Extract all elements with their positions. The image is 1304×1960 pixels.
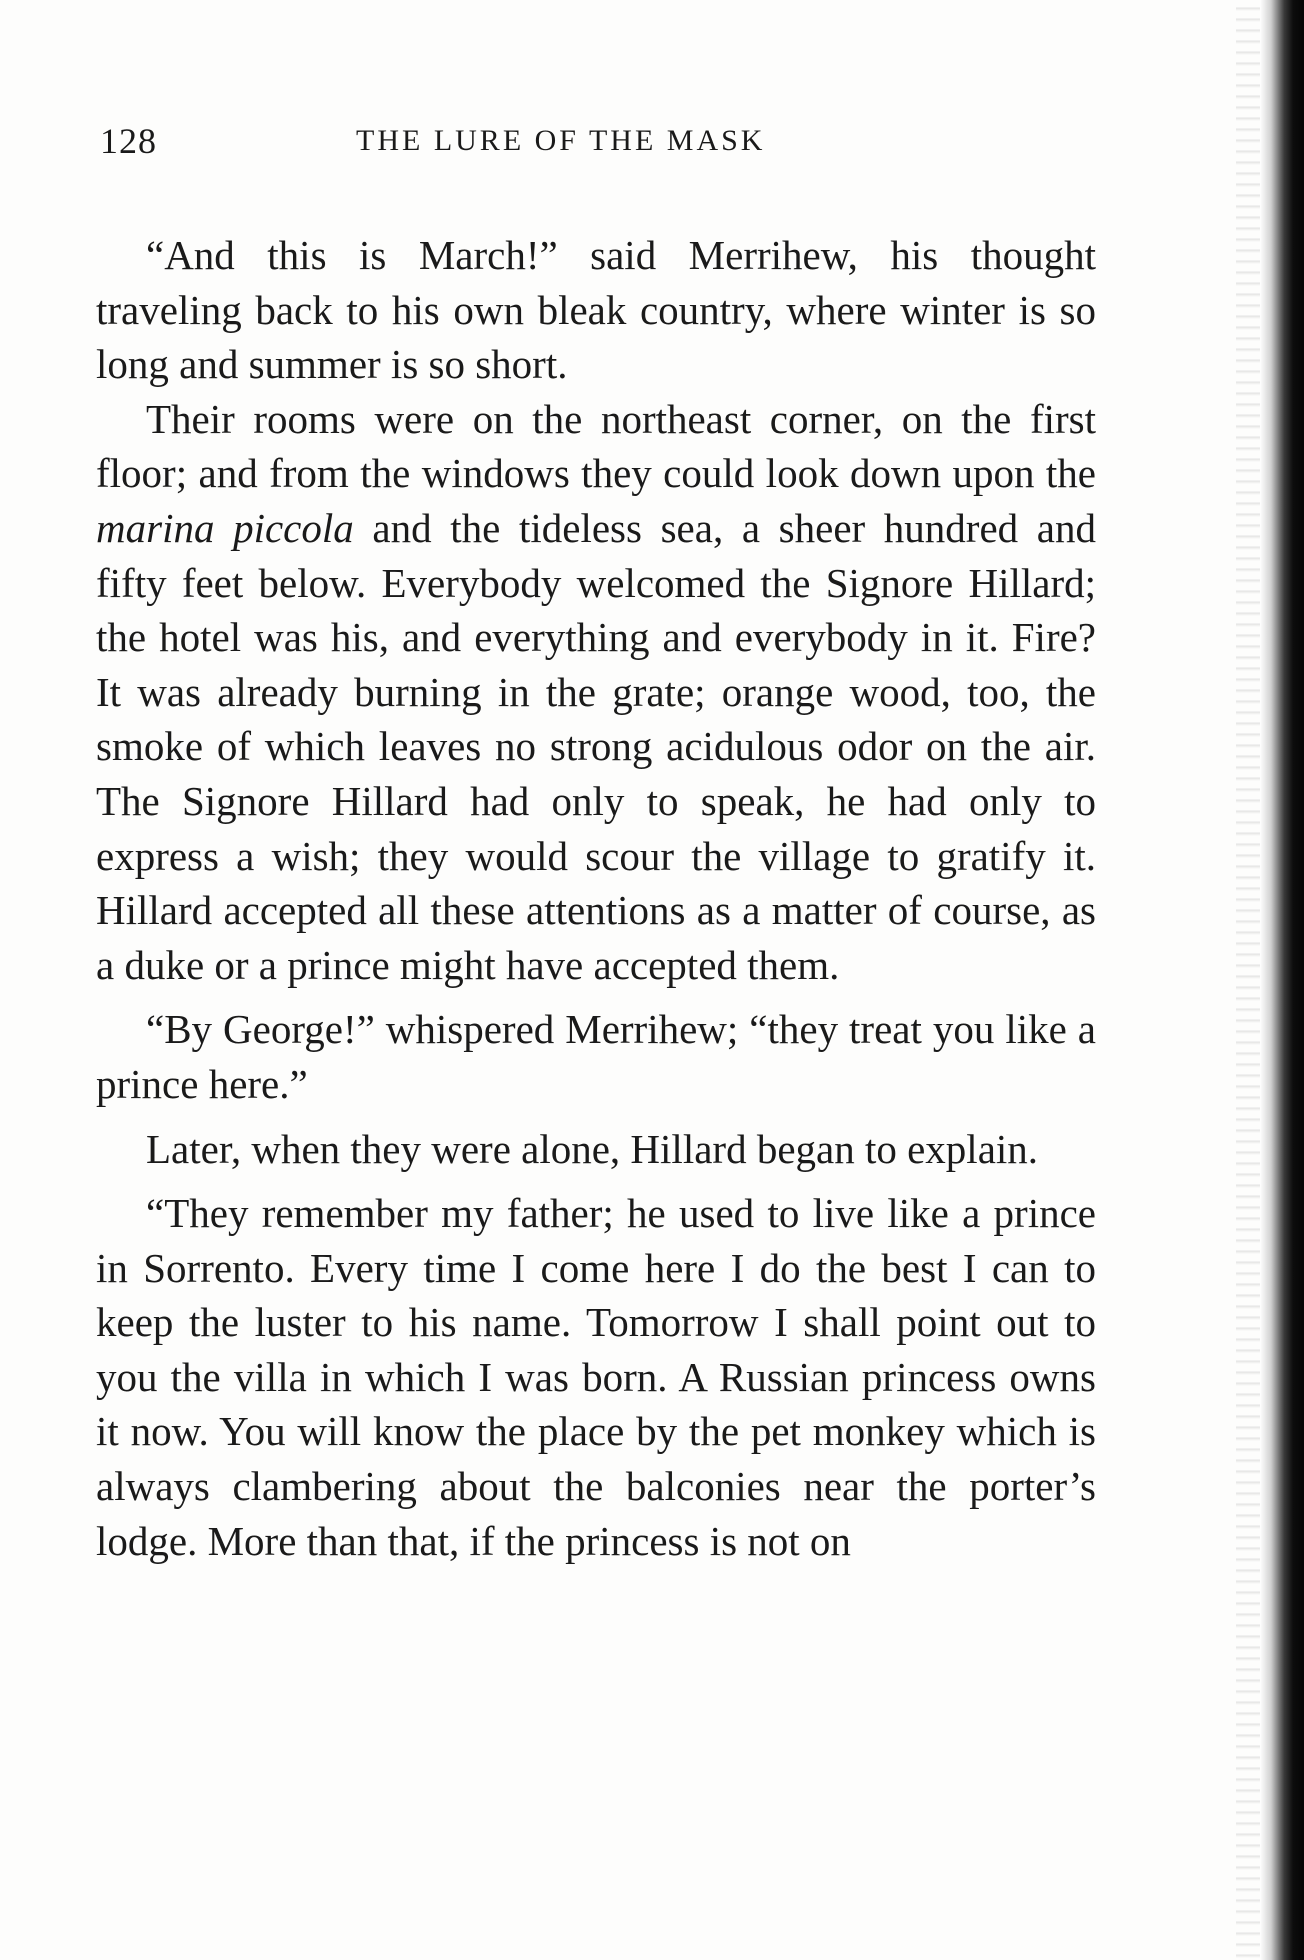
paragraph: “They remember my father; he used to live like a prince in Sorrento. Every time I come here I do the best I can to keep the luster to his name. Tomorrow I shall point out to you the villa in which I was born. A Russian princess owns it now. You will know the place by the pet monkey which is always clambering about the balconies near the porter’s lodge. More than that, if the princess is not on <box>96 1190 1096 1564</box>
paragraph <box>96 392 1096 993</box>
scan-shadow-speckle <box>1236 0 1260 1960</box>
italic-phrase: marina piccola <box>96 504 354 551</box>
paragraph-text: and the tideless sea, a sheer hundred and fifty feet below. Everybody welcomed the Signore Hillard; the hotel was his, and everything and everybody in it. Fire? It was already burning in the grate; orange wood, too, the smoke of which leaves no strong acidulous odor on the air. The Signore Hillard had only to speak, he had only to express a wish; they would scour the village to gratify it. Hillard accepted all these attentions as a matter of course, as a duke or a prince might have accepted them. <box>96 504 1096 988</box>
paragraph: Later, when they were alone, Hillard began to explain. <box>146 1125 1039 1172</box>
running-title: THE LURE OF THE MASK <box>356 124 766 157</box>
paragraph: “By George!” whispered Merrihew; “they treat you like a prince here.” <box>96 1006 1096 1107</box>
body-text <box>96 228 1096 1568</box>
paragraph: “And this is March!” said Merrihew, his thought traveling back to his own bleak country, where winter is so long and summer is so short. <box>96 232 1096 388</box>
page-header <box>100 120 1100 180</box>
page-number: 128 <box>100 121 157 161</box>
scan-binding-edge <box>1260 0 1304 1960</box>
paragraph-text: Their rooms were on the northeast corner, on the first floor; and from the windows they could look down upon the <box>96 395 1096 497</box>
